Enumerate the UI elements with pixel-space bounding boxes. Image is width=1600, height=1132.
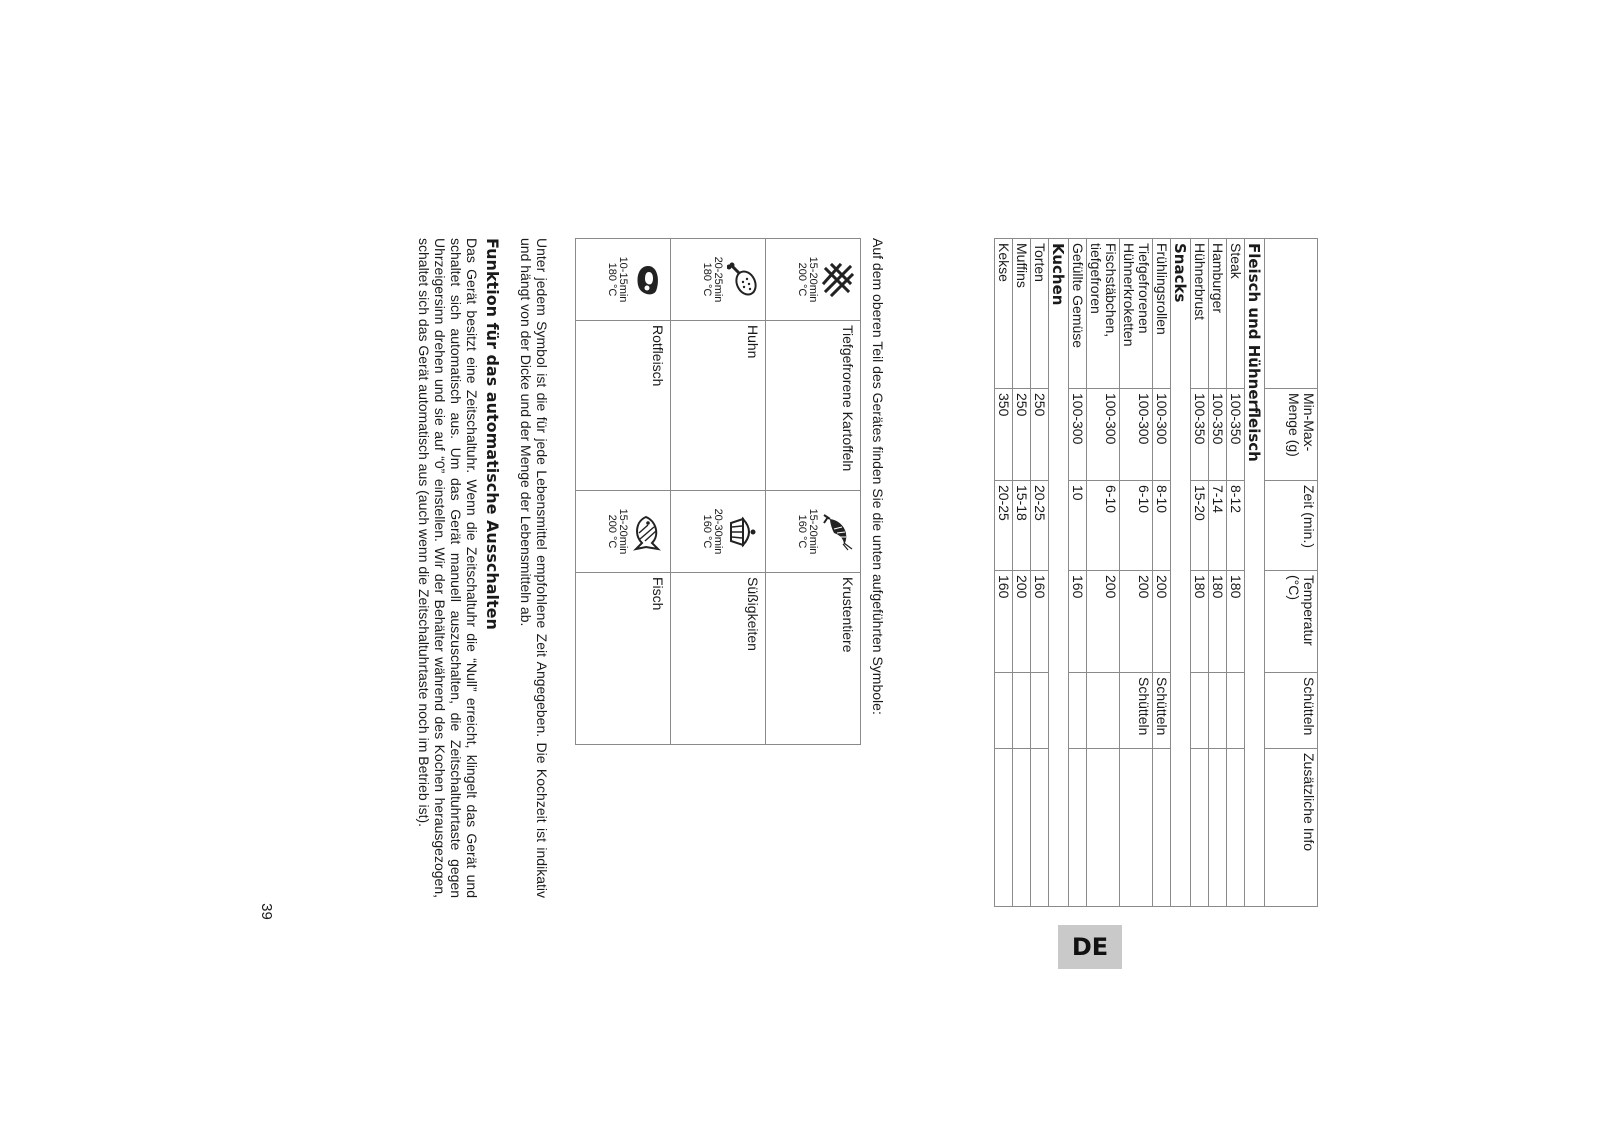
cooking-table — [994, 238, 1318, 907]
food-cell: Frühlingsrollen — [1153, 239, 1171, 389]
symbol-cell — [766, 491, 861, 573]
amount-cell: 350 — [995, 389, 1013, 481]
symbol-time: 15-20min — [807, 256, 819, 303]
page-number: 39 — [257, 903, 275, 920]
section-title: Fleisch und Hühnerfleisch — [1245, 239, 1265, 907]
table-row — [1069, 239, 1087, 907]
temp-cell: 200 — [1120, 571, 1153, 673]
amount-cell: 100-300 — [1069, 389, 1087, 481]
food-cell: Steak — [1227, 239, 1245, 389]
temp-cell: 200 — [1087, 571, 1120, 673]
shake-cell: Schütteln — [1153, 673, 1171, 749]
symbol-label: Süßigkeiten — [671, 573, 766, 745]
section-title: Snacks — [1171, 239, 1191, 907]
symbol-label: Tiefgefrorene Kartoffeln — [766, 321, 861, 491]
amount-cell: 100-300 — [1153, 389, 1171, 481]
table-row — [1120, 239, 1153, 907]
symbol-cell — [766, 239, 861, 321]
symbol-label: Krustentiere — [766, 573, 861, 745]
temp-cell: 180 — [1209, 571, 1227, 673]
steak-icon — [632, 261, 664, 299]
time-cell: 7-14 — [1209, 481, 1227, 571]
symbol-time: 20-30min — [712, 508, 724, 555]
table-row — [1191, 239, 1209, 907]
info-cell — [1191, 749, 1209, 907]
table-row — [1209, 239, 1227, 907]
shake-cell: Schütteln — [1120, 673, 1153, 749]
amount-cell: 100-350 — [1209, 389, 1227, 481]
time-cell: 20-25 — [995, 481, 1013, 571]
temp-cell: 180 — [1191, 571, 1209, 673]
amount-cell: 100-300 — [1120, 389, 1153, 481]
shake-cell — [1013, 673, 1031, 749]
cake-icon — [727, 513, 759, 551]
shake-cell — [1031, 673, 1049, 749]
symbol-time: 15-20min — [807, 508, 819, 555]
fries-icon — [822, 261, 854, 299]
header-cell: Min-Max-Menge (g) — [1265, 389, 1318, 481]
table-header-row — [1265, 239, 1318, 907]
symbol-label: Rotfleisch — [576, 321, 671, 491]
symbol-temp: 180 °C — [606, 262, 618, 297]
section-row — [1171, 239, 1191, 907]
symbol-row — [576, 239, 671, 745]
shake-cell — [1227, 673, 1245, 749]
temp-cell: 160 — [1069, 571, 1087, 673]
symbols-table — [575, 238, 861, 745]
time-cell: 15-20 — [1191, 481, 1209, 571]
rotated-page-content — [368, 238, 1318, 908]
symbol-cell — [576, 491, 671, 573]
table-row — [1031, 239, 1049, 907]
symbol-label: Huhn — [671, 321, 766, 491]
food-cell: Kekse — [995, 239, 1013, 389]
temp-cell: 160 — [1031, 571, 1049, 673]
amount-cell: 100-300 — [1087, 389, 1120, 481]
symbol-cell — [671, 239, 766, 321]
amount-cell: 250 — [1013, 389, 1031, 481]
info-cell — [995, 749, 1013, 907]
amount-cell: 250 — [1031, 389, 1049, 481]
header-cell: Schütteln — [1265, 673, 1318, 749]
header-cell: Zusätzliche Info — [1265, 749, 1318, 907]
temp-cell: 180 — [1227, 571, 1245, 673]
symbol-time: 20-25min — [712, 256, 724, 303]
section-row — [1049, 239, 1069, 907]
section-title: Kuchen — [1049, 239, 1069, 907]
info-cell — [1209, 749, 1227, 907]
chicken-leg-icon — [727, 261, 759, 299]
time-cell: 15-18 — [1013, 481, 1031, 571]
info-cell — [1069, 749, 1087, 907]
food-cell: Muffins — [1013, 239, 1031, 389]
section-heading: Funktion für das automatische Ausschalten — [483, 238, 502, 630]
time-cell: 6-10 — [1087, 481, 1120, 571]
symbol-temp: 180 °C — [701, 262, 713, 297]
info-cell — [1087, 749, 1120, 907]
shake-cell — [1087, 673, 1120, 749]
time-cell: 10 — [1069, 481, 1087, 571]
shake-cell — [1191, 673, 1209, 749]
section-row — [1245, 239, 1265, 907]
table-row — [1153, 239, 1171, 907]
table-row — [1087, 239, 1120, 907]
time-cell: 8-12 — [1227, 481, 1245, 571]
temp-cell: 200 — [1013, 571, 1031, 673]
table-row — [1013, 239, 1031, 907]
info-cell — [1227, 749, 1245, 907]
table-row — [1227, 239, 1245, 907]
symbol-time: 15-20min — [617, 508, 629, 555]
symbol-temp: 160 °C — [796, 514, 808, 549]
header-cell: Zeit (min.) — [1265, 481, 1318, 571]
time-cell: 6-10 — [1120, 481, 1153, 571]
symbol-temp: 200 °C — [796, 262, 808, 297]
shake-cell — [995, 673, 1013, 749]
temp-cell: 160 — [995, 571, 1013, 673]
symbol-row — [671, 239, 766, 745]
symbols-note: Unter jedem Symbol ist die für jede Lebensmittel empfohlene Zeit Angegeben. Die Kochzeit ist indikativ und hängt von der Dicke und der Menge der Lebensmitteln ab. — [518, 238, 550, 898]
food-cell: Tiefgefrorenen Hühnerkroketten — [1120, 239, 1153, 389]
info-cell — [1013, 749, 1031, 907]
header-cell — [1265, 239, 1318, 389]
food-cell: Fischstäbchen, tiefgefroren — [1087, 239, 1120, 389]
time-cell: 8-10 — [1153, 481, 1171, 571]
auto-off-text: Das Gerät besitzt eine Zeitschaltuhr. Wenn die Zeitschaltuhr die “Null” erreicht, klingelt das Gerät und schaltet sich automatisch aus. Um das Gerät manuell auszuschalten, die Zeitschaltuhrtaste gegen Uhrzeigersinn drehen und sie auf “0” einstellen. Wir der Behälter während des Kochen herausgezogen, schaltet sich das Gerät automatisch aus (auch wenn die Zeitschaltuhrtaste noch im Betrieb ist). — [416, 238, 480, 898]
amount-cell: 100-350 — [1191, 389, 1209, 481]
amount-cell: 100-350 — [1227, 389, 1245, 481]
symbol-time: 10-15min — [617, 256, 629, 303]
table-row — [995, 239, 1013, 907]
food-cell: Torten — [1031, 239, 1049, 389]
food-cell: Gefüllte Gemüse — [1069, 239, 1087, 389]
shake-cell — [1069, 673, 1087, 749]
info-cell — [1120, 749, 1153, 907]
food-cell: Hamburger — [1209, 239, 1227, 389]
food-cell: Hühnerbrust — [1191, 239, 1209, 389]
shrimp-icon — [822, 513, 854, 551]
language-badge: DE — [1058, 925, 1122, 969]
symbol-temp: 160 °C — [701, 514, 713, 549]
time-cell: 20-25 — [1031, 481, 1049, 571]
temp-cell: 200 — [1153, 571, 1171, 673]
symbol-label: Fisch — [576, 573, 671, 745]
symbol-cell — [576, 239, 671, 321]
header-cell: Temperatur (°C) — [1265, 571, 1318, 673]
symbols-intro: Auf dem oberen Teil des Gerätes finden Sie die unten aufgeführten Symbole: — [870, 238, 886, 715]
info-cell — [1031, 749, 1049, 907]
symbol-row — [766, 239, 861, 745]
shake-cell — [1209, 673, 1227, 749]
info-cell — [1153, 749, 1171, 907]
symbol-cell — [671, 491, 766, 573]
fish-icon — [632, 513, 664, 551]
symbol-temp: 200 °C — [606, 514, 618, 549]
